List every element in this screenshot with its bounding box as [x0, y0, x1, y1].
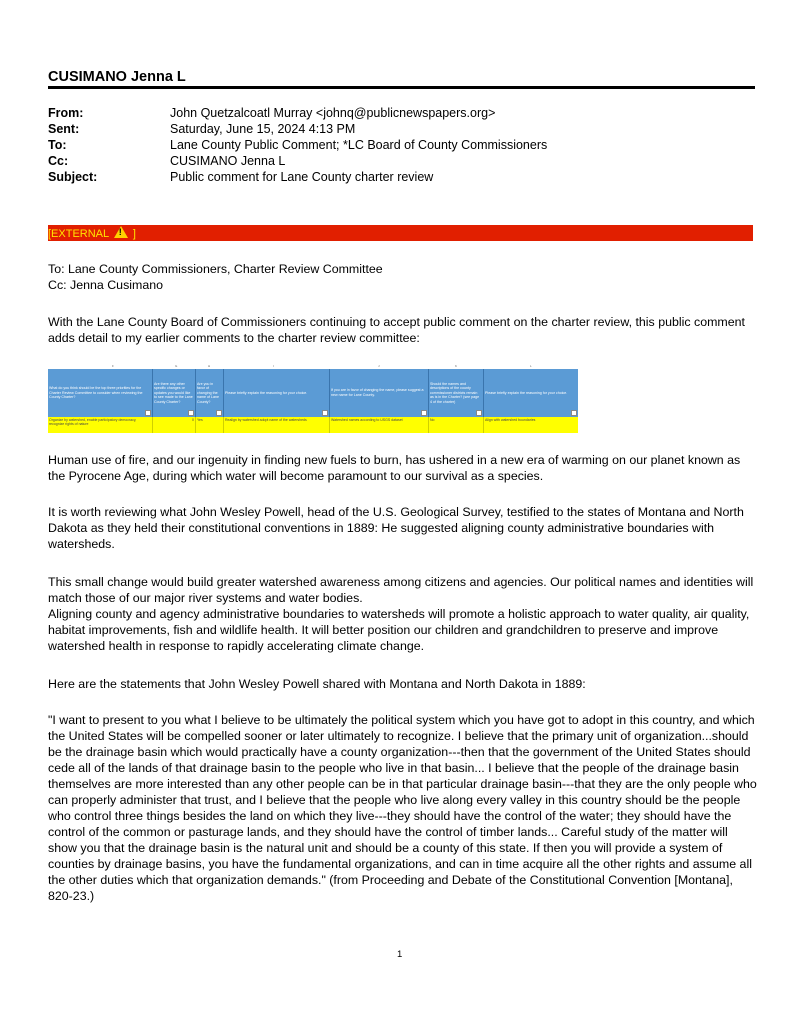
header-cell: Please briefly explain the reasoning for your choice. — [224, 369, 330, 417]
filter-dropdown-icon[interactable] — [476, 410, 482, 416]
header-cell: Are you in favor of changing the name of Lane County? — [196, 369, 224, 417]
spreadsheet-excerpt — [48, 364, 578, 433]
spreadsheet-header-row — [48, 369, 578, 417]
to-label: To: — [48, 138, 67, 152]
powell-quote: "I want to present to you what I believe to be ultimately the political system which you have got to adopt in this country, and which the United States will be compelled sooner or later ultimately to recognize. I believe that the primary unit of organization...should be the drainage basin which would practically have a county organization---then that the government of the United States should cede all of the lands of that drainage basin to the people who live in that basin... I believe that the people of the drainage basin themselves are more interested than any other people can be in that particular drainage basin---that they are the only people who can properly administer that trust, and I believe that the people who live along every valley in this country should be the people who control three things besides the land on which they live---they should have the control of the water; they should have the control of the common or pasturage lands, and they should have the control of timber lands... Careful study of the matter will show you that the drainage basin is the natural unit and should be a county of this state. If then you will provide a system of counties by drainage basins, you have the fundamental organizations, and can in time acquire all the other rights and assume all the other duties which that organization demands." (from Proceeding and Debate of the Constitutional Convention [Montana], 820-23.) — [48, 713, 757, 903]
data-cell: Realign by watershed adopt name of the watersheds — [224, 417, 330, 433]
column-letter: F — [112, 364, 114, 368]
header-cell: What do you think should be the top three priorities for the Charter Review Committee to consider when reviewing the County Charter? — [48, 369, 153, 417]
cc-label: Cc: — [48, 154, 69, 168]
to-row — [48, 137, 547, 153]
data-cell: 0 — [153, 417, 196, 433]
subject-value: Public comment for Lane County charter review — [170, 170, 434, 184]
salutation-cc: Cc: Jenna Cusimano — [48, 278, 164, 292]
paragraph-awareness: This small change would build greater watershed awareness among citizens and agencies. Our political names and identities will match those of our major river systems and water bodies. — [48, 575, 754, 605]
data-cell: Watershed names according to USGS dataset — [330, 417, 429, 433]
page-number: 1 — [397, 949, 403, 960]
column-letter: I — [273, 364, 274, 368]
header-cell: Should the names and descriptions of the county commissioner districts remain as is in the Charter? (see page 4 of the charter) — [429, 369, 484, 417]
header-cell: If you are in favor of changing the name, please suggest a new name for Lane County. — [330, 369, 429, 417]
column-letter: L — [530, 364, 532, 368]
data-cell: No — [429, 417, 484, 433]
data-cell: Align with watershed boundaries — [485, 418, 536, 422]
sent-row — [48, 121, 547, 137]
subject-label: Subject: — [48, 170, 98, 184]
external-suffix: ] — [132, 228, 136, 240]
email-header — [48, 105, 547, 185]
from-label: From: — [48, 106, 84, 120]
header-cell: Are there any other specific changes or updates you would like to see made to the Lane County Charter? — [153, 369, 196, 417]
spreadsheet-data-row — [48, 417, 578, 433]
from-value: John Quetzalcoatl Murray <johnq@publicnewspapers.org> — [170, 106, 496, 120]
mailbox-owner-name: CUSIMANO Jenna L — [48, 69, 186, 85]
paragraph-statements-intro: Here are the statements that John Wesley Powell shared with Montana and North Dakota in 1889: — [48, 677, 586, 691]
salutation-to: To: Lane County Commissioners, Charter Review Committee — [48, 262, 383, 276]
filter-dropdown-icon[interactable] — [571, 410, 577, 416]
filter-dropdown-icon[interactable] — [145, 410, 151, 416]
subject-row — [48, 169, 547, 185]
column-letter: K — [455, 364, 458, 368]
paragraph-aligning: Aligning county and agency administrative boundaries to watersheds will promote a holistic approach to water quality, air quality, habitat improvements, fish and wildlife health. It will better position our children and grandchildren to preserve and improve watershed health in response to rapidly accelerating climate change. — [48, 607, 750, 653]
filter-dropdown-icon[interactable] — [421, 410, 427, 416]
paragraph-powell: It is worth reviewing what John Wesley Powell, head of the U.S. Geological Survey, testified to the states of Montana and North Dakota as they held their constitutional conventions in 1889: He suggested aligning county administrative boundaries with watersheds. — [48, 505, 744, 551]
external-prefix: [EXTERNAL — [48, 228, 109, 240]
cc-value: CUSIMANO Jenna L — [170, 154, 286, 168]
from-row — [48, 105, 547, 121]
warning-icon: ! — [114, 226, 128, 238]
header-cell: Please briefly explain the reasoning for your choice. — [484, 369, 578, 417]
sent-value: Saturday, June 15, 2024 4:13 PM — [170, 122, 356, 136]
filter-dropdown-icon[interactable] — [216, 410, 222, 416]
to-value: Lane County Public Comment; *LC Board of County Commissioners — [170, 138, 548, 152]
column-letter: J — [378, 364, 380, 368]
external-sender-banner — [48, 225, 753, 241]
data-cell: Organize by watershed, enable participatory democracy, recognize rights of nature — [48, 417, 153, 433]
filter-dropdown-icon[interactable] — [188, 410, 194, 416]
column-letter: G — [175, 364, 178, 368]
intro-paragraph: With the Lane County Board of Commissioners continuing to accept public comment on the charter review, this public comment adds detail to my earlier comments to the charter review committee: — [48, 315, 745, 345]
header-divider — [48, 86, 755, 89]
paragraph-pyrocene: Human use of fire, and our ingenuity in finding new fuels to burn, has ushered in a new era of warming on our planet known as the Pyrocene Age, during which water will become paramount to our survival as a species. — [48, 453, 741, 483]
cc-row — [48, 153, 547, 169]
sent-label: Sent: — [48, 122, 80, 136]
filter-dropdown-icon[interactable] — [322, 410, 328, 416]
column-letter: H — [208, 364, 211, 368]
data-cell: Yes — [196, 417, 224, 433]
